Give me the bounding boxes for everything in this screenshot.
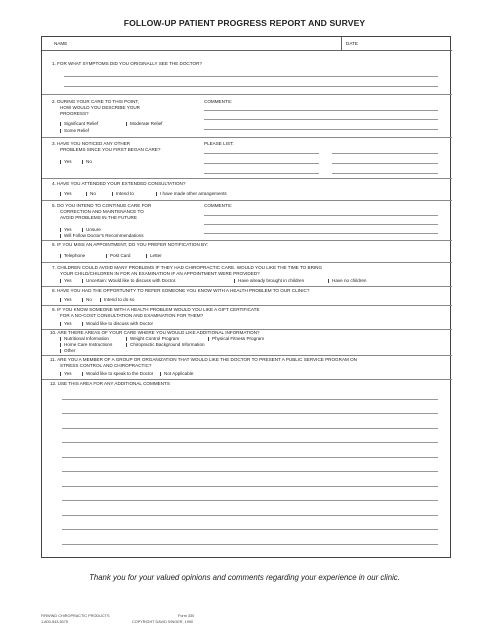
q10-option-other[interactable] [60, 348, 76, 354]
checkbox-icon [60, 228, 63, 232]
checkbox-icon [208, 337, 211, 341]
q1-answer-line[interactable] [64, 86, 438, 87]
q12-comment-line[interactable] [62, 399, 438, 400]
checkbox-icon [126, 337, 129, 341]
q4-option-other-arrangements[interactable] [156, 191, 227, 197]
q10-option-fitness[interactable] [208, 336, 264, 342]
q10-option-background[interactable] [126, 342, 205, 348]
q12-comment-line[interactable] [62, 529, 438, 530]
checkbox-icon [234, 279, 237, 283]
q12-comment-line[interactable] [62, 515, 438, 516]
q5-option-label: Yes [64, 227, 72, 232]
q3-text-line2: PROBLEMS SINCE YOU FIRST BEGAN CARE? [60, 147, 161, 152]
q12-comment-line[interactable] [62, 471, 438, 472]
q4-option-label: I have made other arrangements [160, 191, 227, 196]
q7-option-label: Have already brought in children [238, 278, 305, 283]
q7-option-label: Uncertain: Would like to discuss with Doctor. [86, 278, 177, 283]
q5-comment-line[interactable] [204, 224, 438, 225]
section-divider [42, 94, 452, 95]
checkbox-icon [60, 122, 63, 126]
checkbox-icon [60, 129, 63, 133]
checkbox-icon [86, 192, 89, 196]
q7-option-label: Yes [64, 278, 72, 283]
q12-comment-line[interactable] [62, 544, 438, 545]
checkbox-icon [106, 254, 109, 258]
q3-text-line1: 3. HAVE YOU NOTICED ANY OTHER [52, 141, 131, 146]
name-label: NAME [54, 41, 68, 46]
q11-option-yes[interactable] [60, 371, 72, 377]
q3-list-line[interactable] [204, 153, 319, 154]
q2-text-line2: HOW WOULD YOU DESCRIBE YOUR [60, 105, 140, 110]
q5-comments-label: COMMENTS: [204, 203, 233, 208]
q5-comment-line[interactable] [204, 233, 438, 234]
q8-option-yes[interactable] [60, 297, 72, 303]
q12-text: 12. USE THIS AREA FOR ANY ADDITIONAL COMMENTS [50, 381, 170, 386]
q12-comment-line[interactable] [62, 428, 438, 429]
q4-option-label: Yes [64, 191, 72, 196]
checkbox-icon [112, 192, 115, 196]
checkbox-icon [60, 322, 63, 326]
checkbox-icon [82, 298, 85, 302]
q8-option-label: Intend to do so [104, 297, 135, 302]
checkbox-icon [60, 337, 63, 341]
header-divider [341, 37, 342, 50]
q12-comment-line[interactable] [62, 413, 438, 414]
checkbox-icon [126, 122, 129, 126]
q12-comment-line[interactable] [62, 442, 438, 443]
checkbox-icon [60, 298, 63, 302]
q4-option-label: Intend to [116, 191, 134, 196]
footer-phone: 1-800-543-5075 [41, 620, 69, 624]
q11-option-speak[interactable] [82, 371, 153, 377]
q2-comment-line[interactable] [204, 129, 438, 130]
form-title: FOLLOW-UP PATIENT PROGRESS REPORT AND SURVEY [123, 18, 366, 28]
section-divider [42, 240, 452, 241]
checkbox-icon [60, 372, 63, 376]
q11-option-label: Yes [64, 371, 72, 376]
q5-option-follow-doctor[interactable] [60, 233, 144, 239]
q10-option-label: Home Care Instructions [64, 342, 113, 347]
section-divider [42, 379, 452, 380]
q5-text-line1: 5. DO YOU INTEND TO CONTINUE CARE FOR [52, 203, 152, 208]
q3-option-label: Yes [64, 159, 72, 164]
q7-text-line2: YOUR CHILD/CHILDREN IN FOR AN EXAMINATION IF AN APPOINTMENT WERE PROVIDED? [60, 271, 260, 276]
q3-list-label: PLEASE LIST: [204, 141, 234, 146]
q8-option-label: Yes [64, 297, 72, 302]
q11-option-label: Not Applicable [164, 371, 194, 376]
checkbox-icon [82, 372, 85, 376]
q7-text-line1: 7. CHILDREN COULD AVOID MANY PROBLEMS IF THEY HAD CHIROPRACTIC CARE. WOULD YOU LIKE THE TIME TO BRING [52, 265, 323, 270]
section-divider [42, 178, 452, 179]
form-frame [41, 36, 451, 558]
q4-option-yes[interactable] [60, 191, 72, 197]
section-divider [42, 286, 452, 287]
q1-text: 1. FOR WHAT SYMPTOMS DID YOU ORIGINALLY SEE THE DOCTOR? [52, 61, 202, 66]
q4-option-label: No [90, 191, 96, 196]
footer-form-number: Form 330 [178, 614, 195, 618]
checkbox-icon [60, 234, 63, 238]
q3-option-label: No [86, 159, 92, 164]
section-divider [42, 262, 452, 263]
q7-option-already-brought[interactable] [234, 278, 304, 284]
checkbox-icon [328, 279, 331, 283]
date-label: DATE [346, 41, 358, 46]
q2-option-some-relief[interactable] [60, 128, 89, 134]
q12-comment-line[interactable] [62, 457, 438, 458]
q1-answer-line[interactable] [64, 76, 438, 77]
q7-option-uncertain[interactable] [82, 278, 176, 284]
q10-text: 10. ARE THERE AREAS OF YOUR CARE WHERE YOU WOULD LIKE ADDITIONAL INFORMATION? [50, 330, 260, 335]
checkbox-icon [82, 322, 85, 326]
q10-option-label: Nutritional Information [64, 336, 109, 341]
q6-text: 6. IF YOU MISS AN APPOINTMENT, DO YOU PREFER NOTIFICATION BY: [52, 242, 209, 247]
q7-option-no-children[interactable] [328, 278, 366, 284]
q5-text-line3: AVOID PROBLEMS IN THE FUTURE [60, 215, 137, 220]
q6-option-label: Telephone [64, 253, 86, 258]
q7-option-yes[interactable] [60, 278, 72, 284]
checkbox-icon [82, 160, 85, 164]
checkbox-icon [82, 228, 85, 232]
checkbox-icon [60, 279, 63, 283]
q3-list-line[interactable] [332, 153, 438, 154]
q2-comment-line[interactable] [204, 110, 438, 111]
q9-option-yes[interactable] [60, 321, 72, 327]
q2-text-line3: PROGRESS? [60, 111, 89, 116]
q9-text-line2: FOR A NO-COST CONSULTATION AND EXAMINATION FOR THEM? [60, 313, 204, 318]
q9-option-discuss[interactable] [82, 321, 153, 327]
section-divider [42, 200, 452, 201]
q5-option-label: Will Follow Doctor's Recommendations [64, 233, 144, 238]
q3-list-line[interactable] [204, 163, 319, 164]
q5-comment-line[interactable] [204, 215, 438, 216]
q12-comment-line[interactable] [62, 486, 438, 487]
q4-option-intend-to[interactable] [112, 191, 134, 197]
q10-option-label: Chiropractic Background Information [130, 342, 205, 347]
q10-option-label: Other [64, 348, 76, 353]
q8-text: 8. HAVE YOU HAD THE OPPORTUNITY TO REFER SOMEONE YOU KNOW WITH A HEALTH PROBLEM TO OUR CLINIC? [52, 288, 310, 293]
q8-option-intend[interactable] [100, 297, 134, 303]
section-divider [42, 305, 452, 306]
q8-option-label: No [86, 297, 92, 302]
q6-option-label: Post Card [110, 253, 131, 258]
q2-text-line1: 2. DURING YOUR CARE TO THIS POINT, [52, 99, 139, 104]
checkbox-icon [126, 343, 129, 347]
q2-option-significant-relief[interactable] [60, 121, 98, 127]
q2-option-label: Some Relief [64, 128, 90, 133]
q2-option-label: Moderate Relief [130, 121, 163, 126]
q4-option-no[interactable] [86, 191, 96, 197]
q10-option-label: Physical Fitness Program [212, 336, 265, 341]
q7-option-label: Have no children [332, 278, 367, 283]
checkbox-icon [60, 160, 63, 164]
checkbox-icon [60, 349, 63, 353]
q6-option-letter[interactable] [146, 253, 162, 259]
checkbox-icon [156, 192, 159, 196]
section-divider [42, 355, 452, 356]
q2-comment-line[interactable] [204, 119, 438, 120]
q5-option-label: Unsure [86, 227, 101, 232]
checkbox-icon [60, 254, 63, 258]
q5-text-line2: CORRECTION AND MAINTENANCE TO [60, 209, 144, 214]
section-divider [42, 137, 452, 138]
q3-list-line[interactable] [204, 173, 319, 174]
q6-option-telephone[interactable] [60, 253, 85, 259]
q11-text-line1: 11. ARE YOU A MEMBER OF A GROUP OR ORGANIZATION THAT WOULD LIKE THE DOCTOR TO PRESENT A PUBLIC SERVICE PROGRAM ON [50, 357, 357, 362]
q2-option-label: Significant Relief [64, 121, 99, 126]
checkbox-icon [82, 279, 85, 283]
checkbox-icon [146, 254, 149, 258]
q2-comments-label: COMMENTS: [204, 99, 233, 104]
q12-comment-line[interactable] [62, 500, 438, 501]
q9-text-line1: 9. IF YOU KNOW SOMEONE WITH A HEALTH PROBLEM WOULD YOU LIKE A GIFT CERTIFICATE [52, 307, 260, 312]
q2-option-moderate-relief[interactable] [126, 121, 162, 127]
q3-list-line[interactable] [332, 163, 438, 164]
q3-option-no[interactable] [82, 159, 92, 165]
q3-list-line[interactable] [332, 173, 438, 174]
footer-copyright: COPYRIGHT DAVID SINGER, 1990 [132, 620, 194, 624]
header-rule[interactable] [42, 50, 452, 51]
q10-option-label: Weight Control Program [130, 336, 180, 341]
checkbox-icon [160, 372, 163, 376]
q6-option-label: Letter [150, 253, 162, 258]
q6-option-post-card[interactable] [106, 253, 130, 259]
checkbox-icon [60, 343, 63, 347]
footer-publisher: FIRWIND CHIROPRACTIC PRODUCTS [41, 614, 110, 618]
checkbox-icon [100, 298, 103, 302]
checkbox-icon [60, 192, 63, 196]
q9-option-label: Would like to discuss with Doctor [86, 321, 154, 326]
q11-option-not-applicable[interactable] [160, 371, 193, 377]
q11-text-line2: STRESS CONTROL AND CHIROPRACTIC? [60, 363, 152, 368]
q3-option-yes[interactable] [60, 159, 72, 165]
thank-you-message: Thank you for your valued opinions and comments regarding your experience in our clinic. [89, 573, 400, 582]
q8-option-no[interactable] [82, 297, 92, 303]
q11-option-label: Would like to speak to the Doctor [86, 371, 154, 376]
q9-option-label: Yes [64, 321, 72, 326]
q4-text: 4. HAVE YOU ATTENDED YOUR EXTENDED CONSULTATION? [52, 181, 186, 186]
